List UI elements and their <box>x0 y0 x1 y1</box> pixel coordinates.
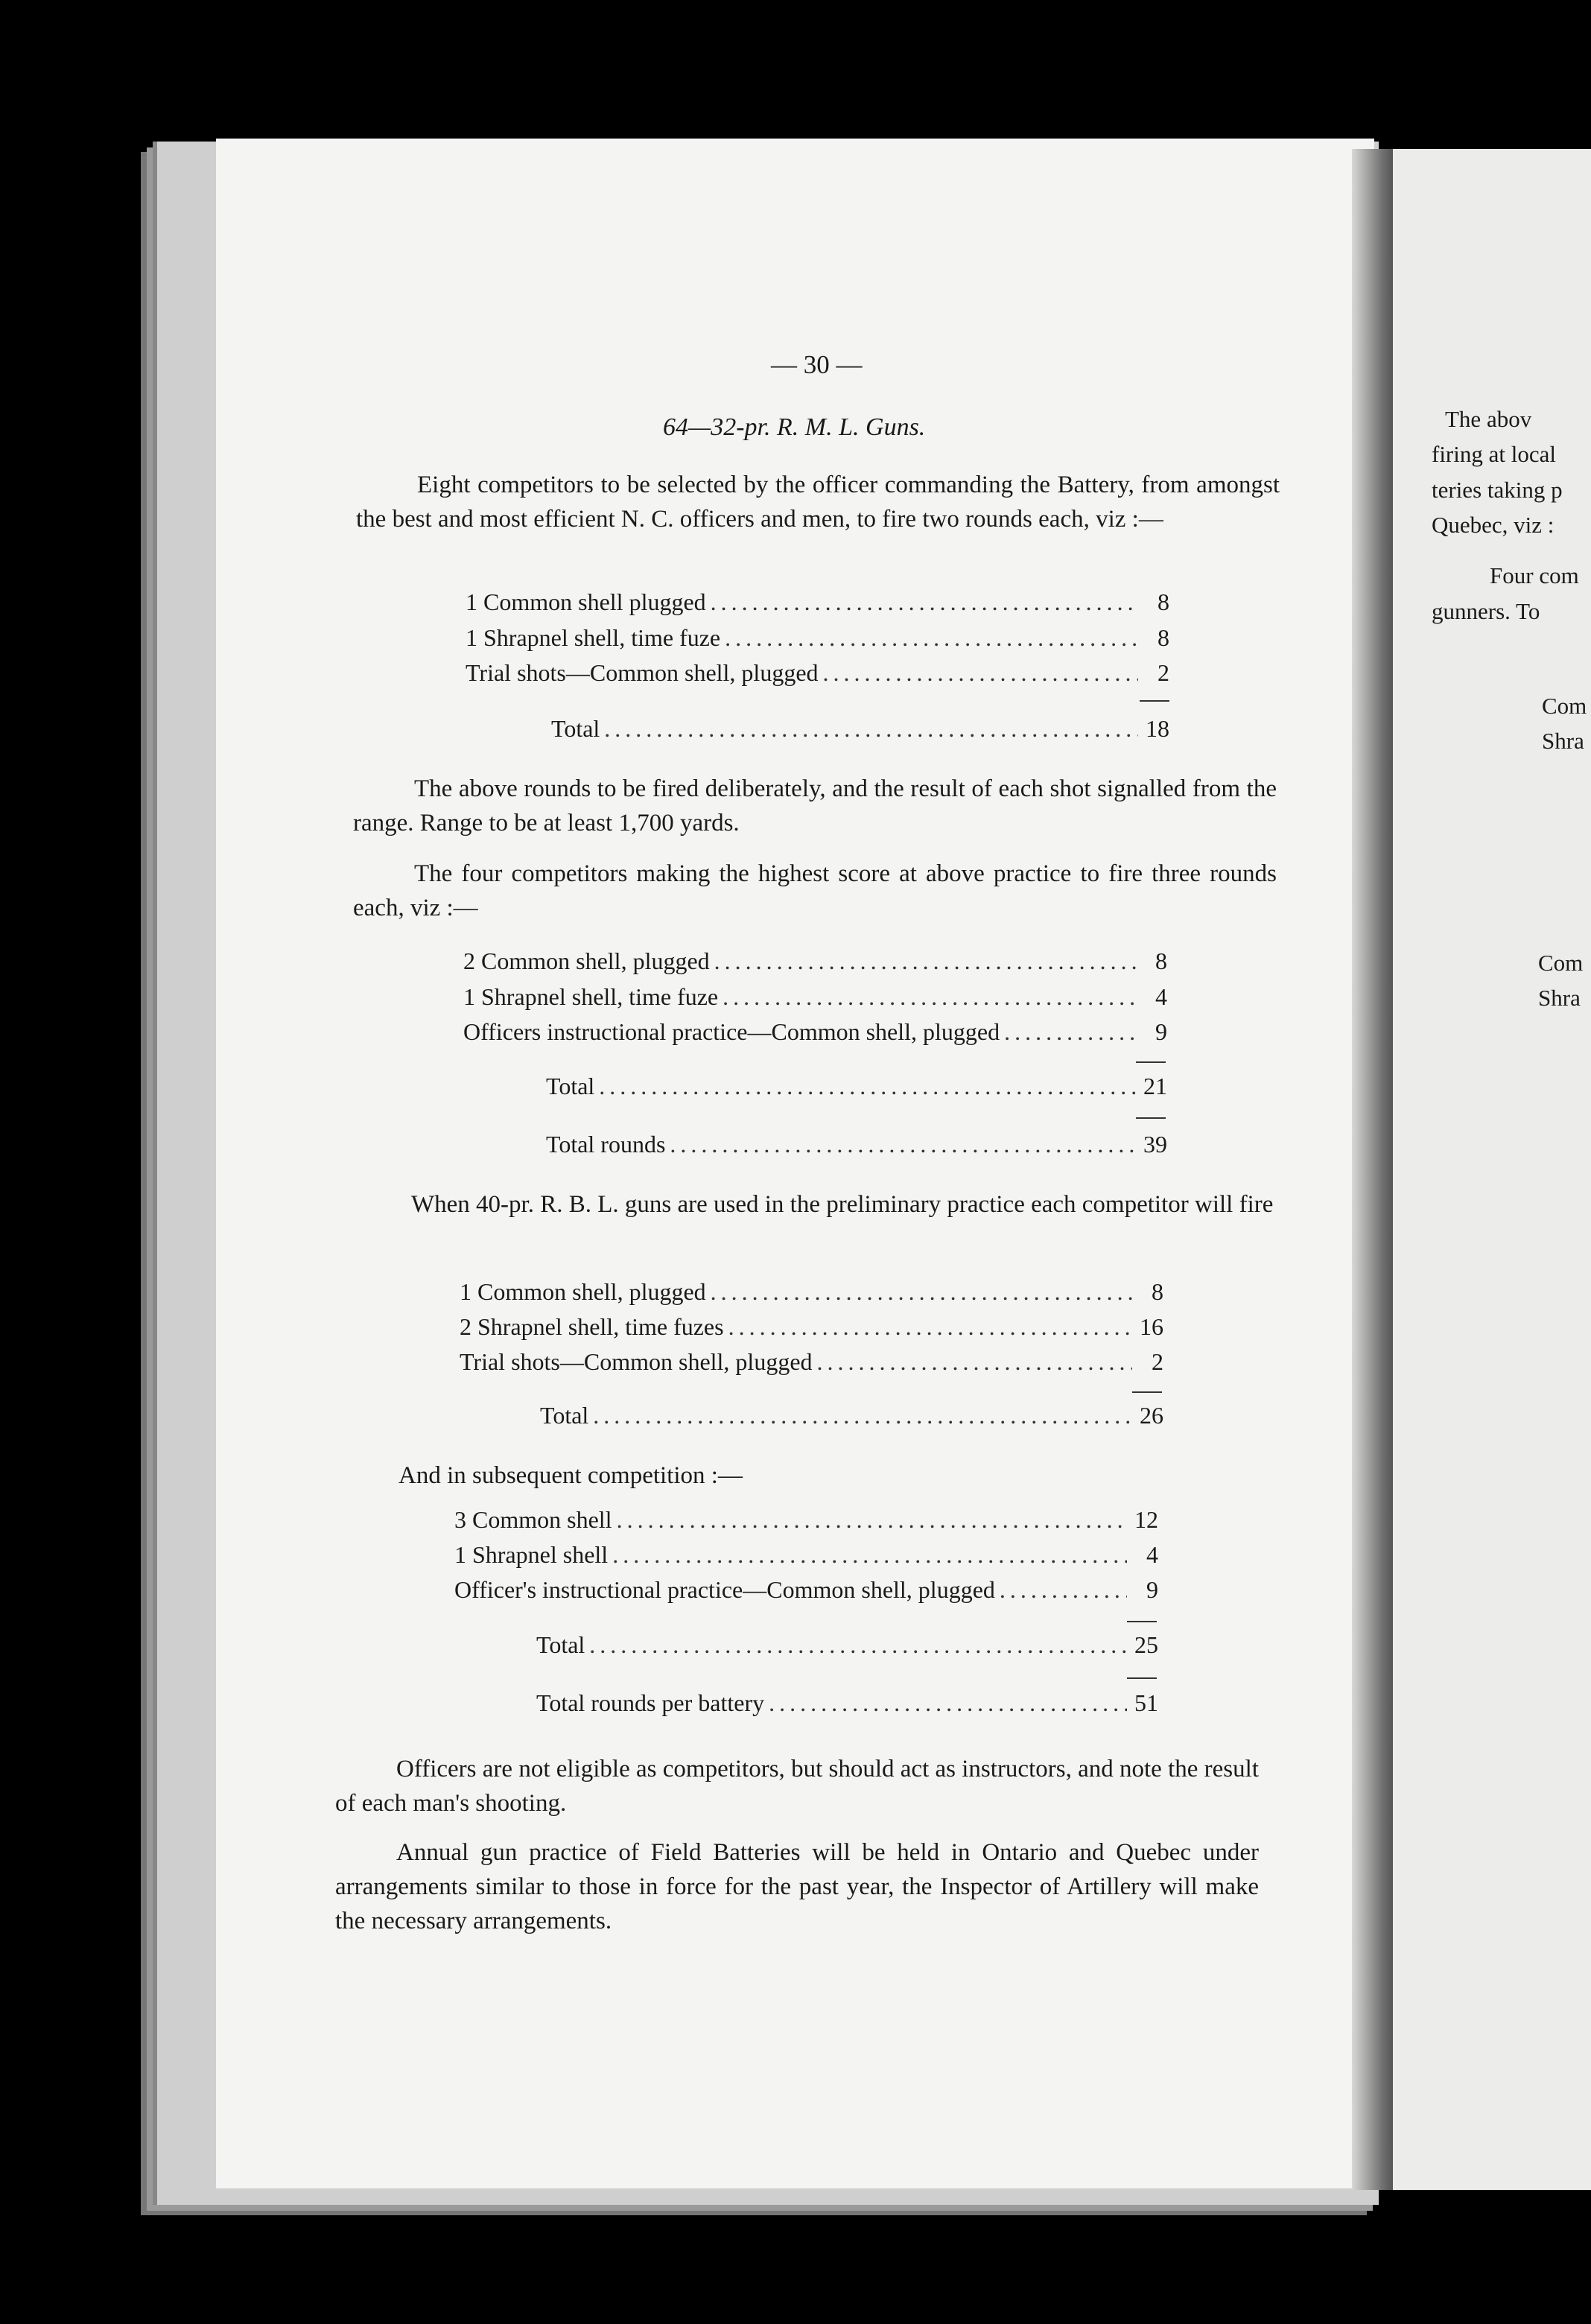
total-row: Total rounds ..... 39 <box>546 1131 1167 1158</box>
right-page-line: gunners. To <box>1432 598 1540 624</box>
right-page-line: Four com <box>1490 562 1579 588</box>
paragraph <box>335 1835 1259 1938</box>
total-rule <box>1136 1117 1166 1119</box>
list-item: 1 Common shell, plugged ..... 8 <box>460 1278 1163 1306</box>
paragraph <box>353 857 1277 925</box>
right-page-line: teries taking p <box>1432 477 1563 503</box>
list-item: 1 Shrapnel shell ..... 4 <box>454 1541 1158 1569</box>
list-item: 1 Common shell plugged ..... 8 <box>466 588 1169 616</box>
total-rule <box>1136 1061 1166 1063</box>
total-rule <box>1140 700 1169 702</box>
page-number: — 30 — <box>771 350 863 379</box>
list-item: Officer's instructional practice—Common shell, plugged ..... 9 <box>454 1576 1158 1604</box>
paragraph <box>335 1752 1259 1820</box>
right-page-line: Com <box>1538 950 1584 976</box>
paragraph <box>353 772 1277 840</box>
total-rule <box>1127 1677 1157 1679</box>
list-item: 1 Shrapnel shell, time fuze ..... 4 <box>463 983 1167 1011</box>
list-item: Officers instructional practice—Common shell, plugged ..... 9 <box>463 1018 1167 1046</box>
paragraph-text: Annual gun practice of Field Batteries will be held in Ontario and Quebec under arrangements similar to those in force for the past year, the Inspector of Artillery will make the necessary arrangements. <box>335 1839 1259 1934</box>
paragraph-text: The four competitors making the highest score at above practice to fire three rounds each, viz :— <box>353 860 1277 921</box>
list-item: 2 Shrapnel shell, time fuzes ..... 16 <box>460 1313 1163 1341</box>
right-page-line: The abov <box>1445 406 1532 432</box>
intro-text: Eight competitors to be selected by the officer commanding the Battery, from amongst the best and most efficient N. C. officers and men, to fire two rounds each, viz :— <box>356 472 1280 533</box>
intro-paragraph <box>356 468 1280 536</box>
total-rule <box>1132 1391 1162 1393</box>
total-row: Total ..... 18 <box>551 715 1169 743</box>
total-row: Total ..... 21 <box>546 1073 1167 1100</box>
section-heading: 64—32-pr. R. M. L. Guns. <box>663 413 926 441</box>
total-rule <box>1127 1621 1157 1622</box>
paragraph-text: And in subsequent competition :— <box>398 1462 743 1489</box>
list-item: 2 Common shell, plugged ..... 8 <box>463 947 1167 975</box>
list-item: 1 Shrapnel shell, time fuze ..... 8 <box>466 624 1169 652</box>
right-page-line: firing at local <box>1432 441 1556 467</box>
total-row: Total rounds per battery ..... 51 <box>536 1689 1158 1717</box>
total-row: Total ..... 25 <box>536 1631 1158 1659</box>
paragraph <box>350 1187 1274 1222</box>
right-page-line: Com <box>1542 693 1587 719</box>
list-item: Trial shots—Common shell, plugged ..... 2 <box>466 659 1169 687</box>
list-item: 3 Common shell ..... 12 <box>454 1506 1158 1534</box>
right-page-line: Shra <box>1538 985 1581 1011</box>
paragraph-text: The above rounds to be fired deliberately, and the result of each shot signalled from the range. Range to be at least 1,700 yards. <box>353 775 1277 836</box>
right-page-line: Shra <box>1542 728 1584 754</box>
list-item: Trial shots—Common shell, plugged ..... 2 <box>460 1348 1163 1376</box>
right-page <box>1393 149 1591 2190</box>
paragraph-text: When 40-pr. R. B. L. guns are used in the preliminary practice each competitor will fire <box>411 1191 1274 1218</box>
paragraph <box>398 1458 1218 1493</box>
right-page-line: Quebec, viz : <box>1432 512 1555 538</box>
paragraph-text: Officers are not eligible as competitors, but should act as instructors, and note the result of each man's shooting. <box>335 1756 1259 1817</box>
total-row: Total ..... 26 <box>540 1402 1163 1429</box>
